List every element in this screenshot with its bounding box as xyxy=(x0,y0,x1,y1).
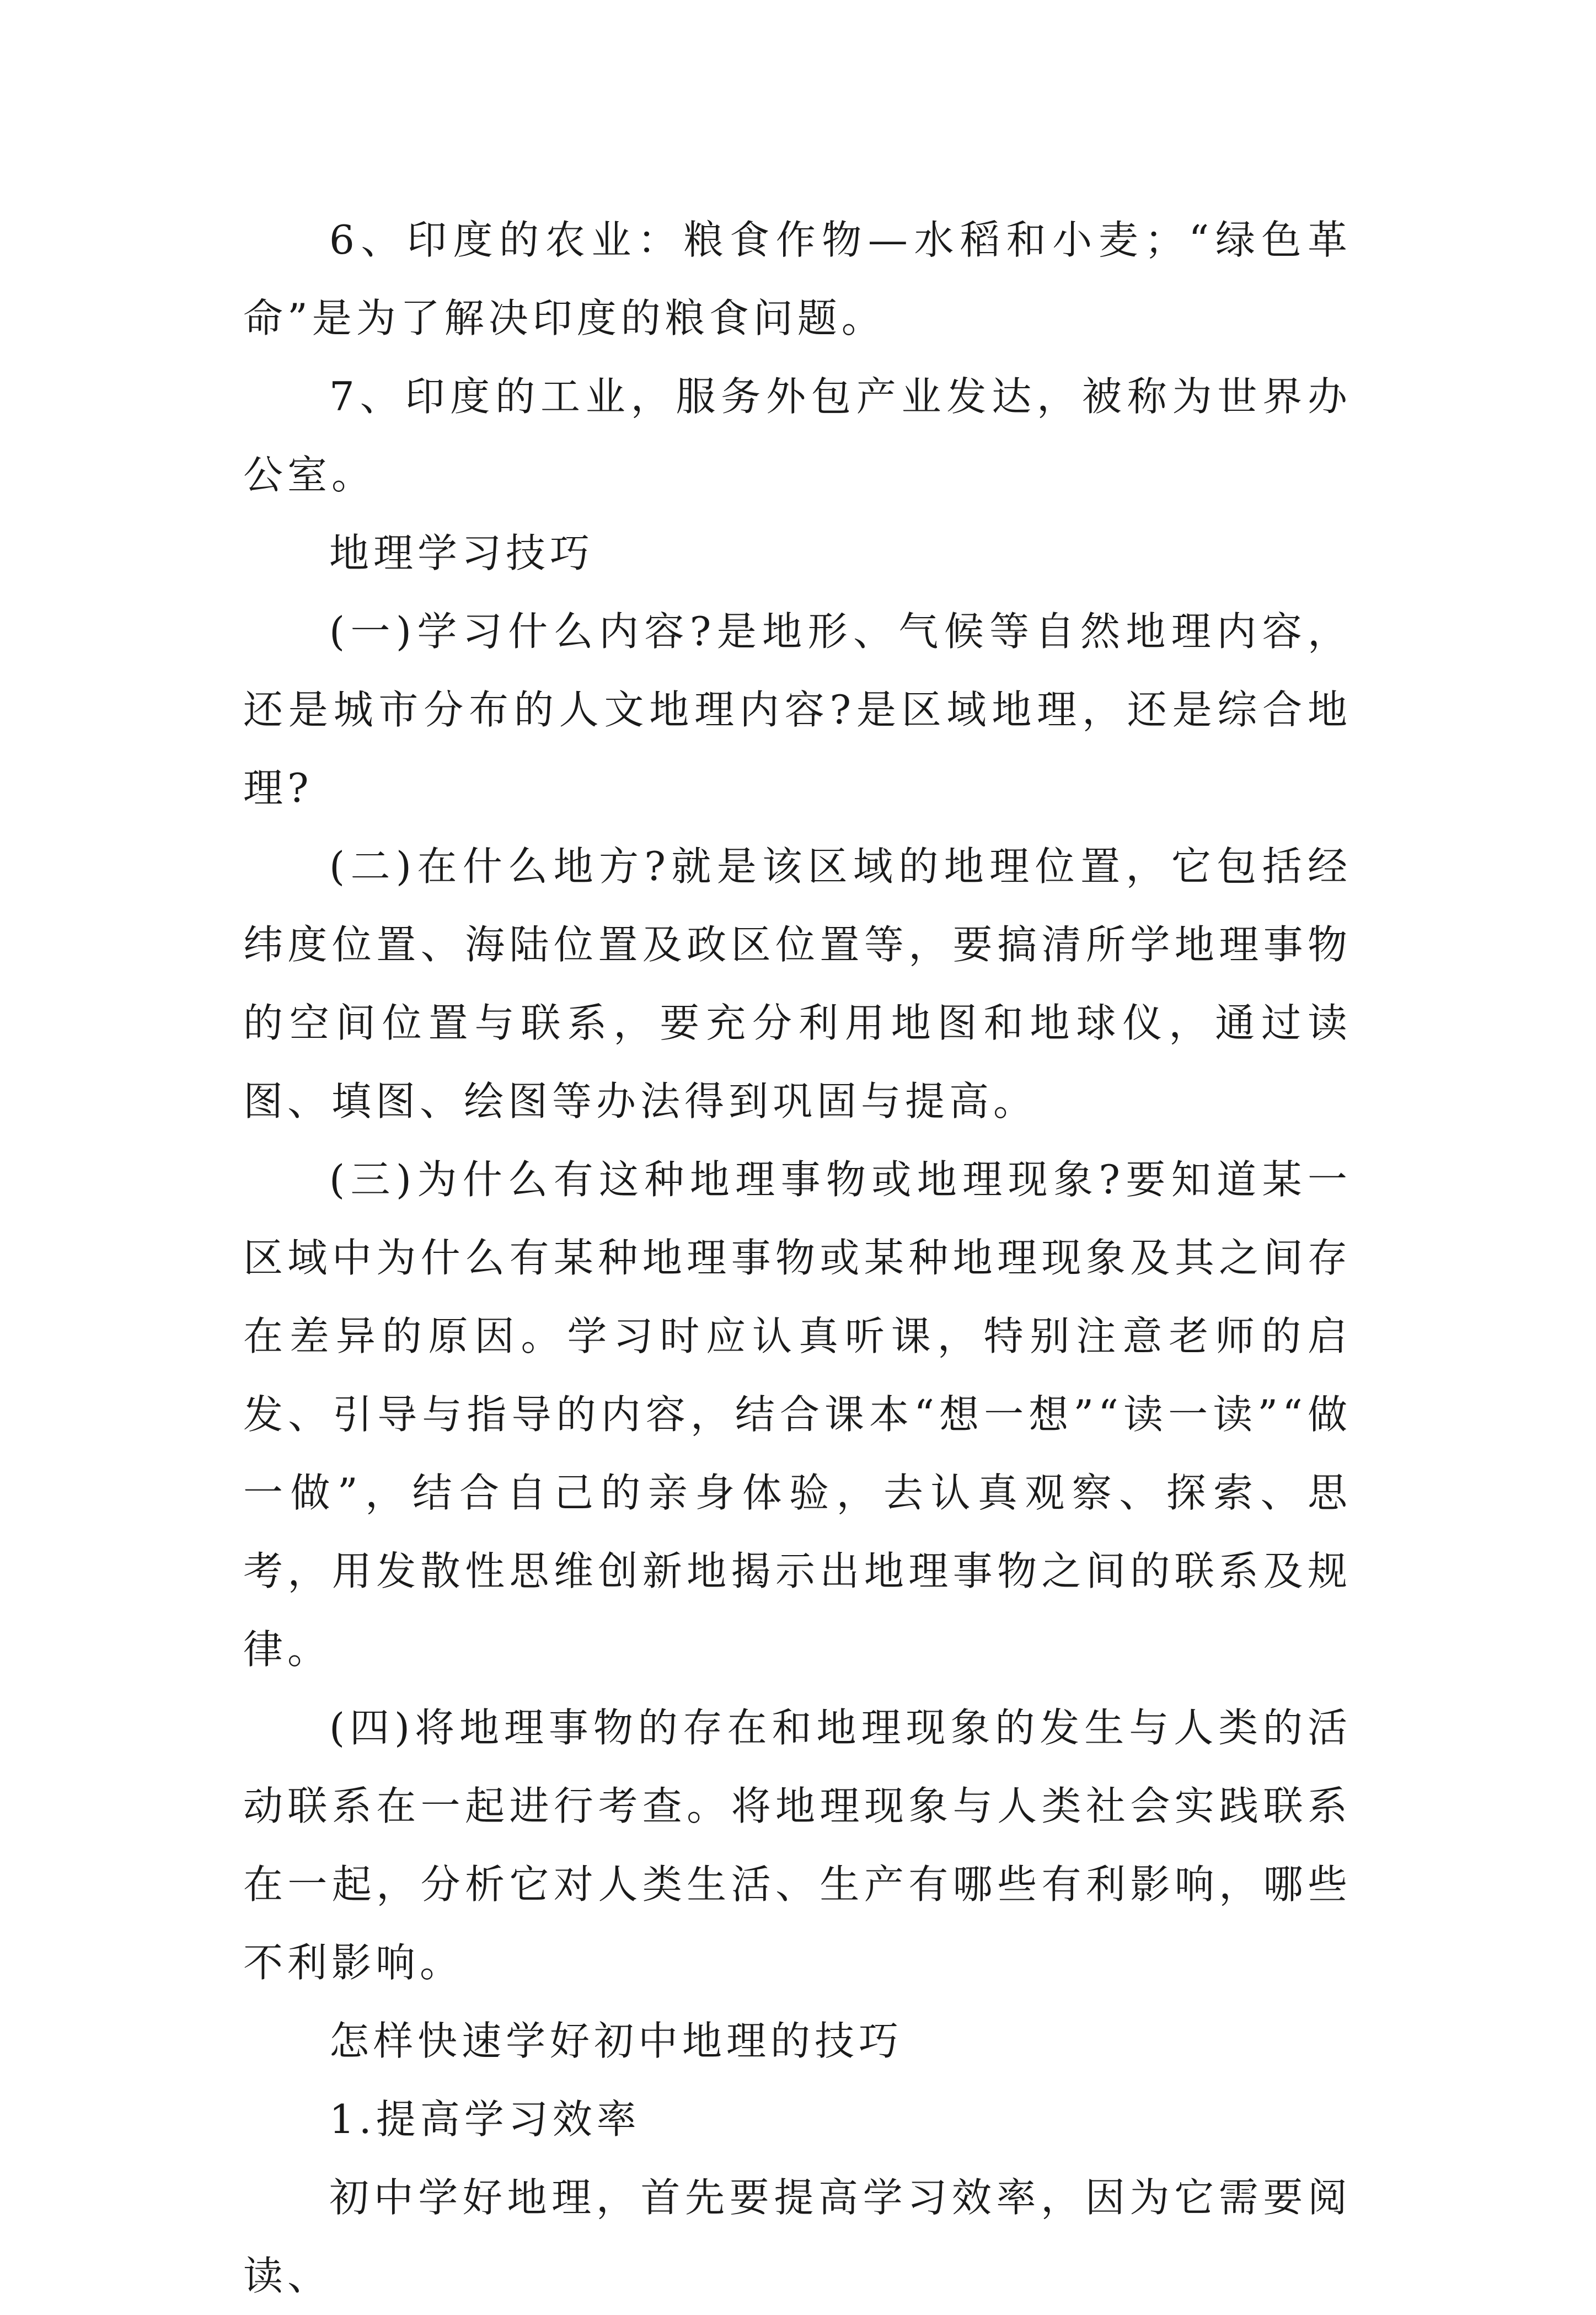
paragraph-tip-4: (四)将地理事物的存在和地理现象的发生与人类的活动联系在一起进行考查。将地理现象与人类社会实践联系在一起，分析它对人类生活、生产有哪些有利影响，哪些不利影响。 xyxy=(243,1705,1352,1986)
paragraph-india-agriculture: 6、印度的农业：粮食作物—水稻和小麦；“绿色革命”是为了解决印度的粮食问题。 xyxy=(243,217,1352,341)
subheading-efficiency: 1.提高学习效率 xyxy=(329,2096,641,2142)
paragraph-efficiency: 初中学好地理，首先要提高学习效率，因为它需要阅读、 xyxy=(243,2174,1352,2299)
document-body xyxy=(243,201,1352,2315)
section-heading-fast-learning: 怎样快速学好初中地理的技巧 xyxy=(329,2018,903,2064)
section-heading-study-tips: 地理学习技巧 xyxy=(329,530,595,576)
paragraph-tip-1: (一)学习什么内容?是地形、气候等自然地理内容，还是城市分布的人文地理内容?是区域地理，还是综合地理? xyxy=(243,608,1352,811)
paragraph-india-industry: 7、印度的工业，服务外包产业发达，被称为世界办公室。 xyxy=(243,373,1352,498)
paragraph-tip-2: (二)在什么地方?就是该区域的地理位置，它包括经纬度位置、海陆位置及政区位置等，要搞清所学地理事物的空间位置与联系，要充分利用地图和地球仪，通过读图、填图、绘图等办法得到巩固与提高。 xyxy=(243,843,1352,1124)
paragraph-tip-3: (三)为什么有这种地理事物或地理现象?要知道某一区域中为什么有某种地理事物或某种地理现象及其之间存在差异的原因。学习时应认真听课，特别注意老师的启发、引导与指导的内容，结合课本“想一想”“读一读”“做一做”，结合自己的亲身体验，去认真观察、探索、思考，用发散性思维创新地揭示出地理事物之间的联系及规律。 xyxy=(243,1156,1352,1673)
